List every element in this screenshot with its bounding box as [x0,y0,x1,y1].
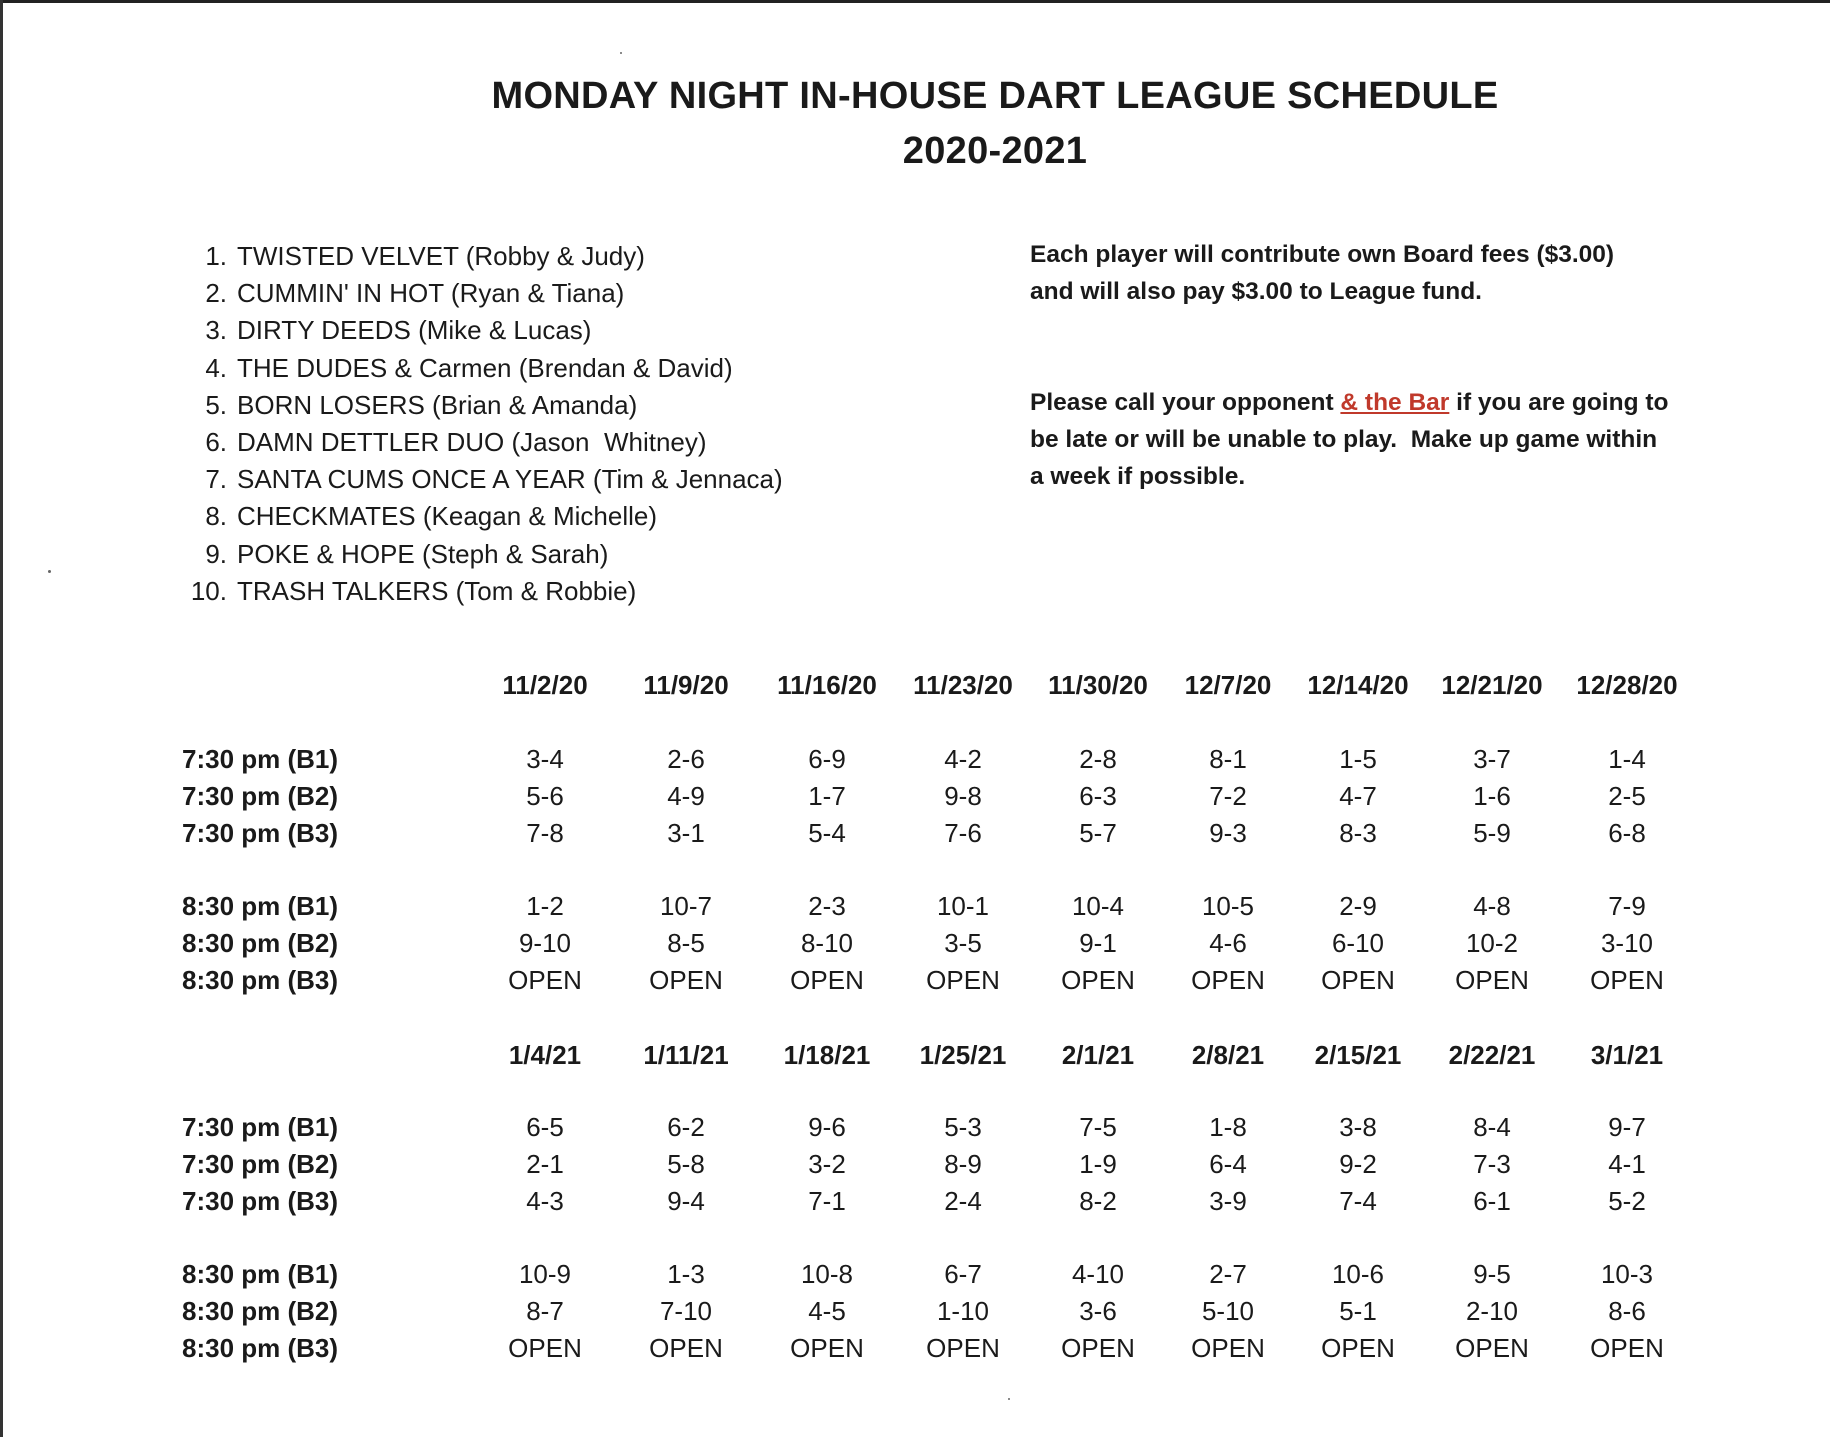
scan-edge-top [0,0,1830,3]
matchup-cell: OPEN [508,965,582,995]
matchup-cell: 9-7 [1608,1112,1646,1142]
week-date-header: 1/4/21 [508,1040,582,1070]
matchup-cell: 7-2 [1209,781,1247,811]
matchup-cell: 6-1 [1473,1186,1511,1216]
matchup-cell: 4-2 [944,744,982,774]
matchup-cell: 6-8 [1608,818,1646,848]
team-item [180,238,783,275]
matchup-cell: 4-7 [1339,781,1377,811]
matchup-cell: 5-4 [808,818,846,848]
matchup-cell: 3-4 [526,744,564,774]
week-date-header: 11/30/20 [1048,670,1148,700]
matchup-cell: 2-3 [808,891,846,921]
team-name: TRASH TALKERS (Tom & Robbie) [237,575,637,606]
scan-speck [620,52,622,54]
matchup-cell: 7-10 [659,1296,713,1326]
matchup-cell: 2-4 [944,1186,982,1216]
matchup-cell: OPEN [1061,965,1135,995]
call-note-line [1030,384,1750,421]
matchup-cell: 9-3 [1209,818,1247,848]
matchup-cell: 2-9 [1339,891,1377,921]
matchup-cell: 4-6 [1209,928,1247,958]
matchup-cell: 1-6 [1473,781,1511,811]
team-name: CHECKMATES (Keagan & Michelle) [237,501,657,532]
matchup-cell: OPEN [926,1333,1000,1363]
matchup-cell: 9-10 [518,928,572,958]
team-number: 3. [205,315,227,346]
matchup-cell: 1-7 [808,781,846,811]
matchup-cell: 7-4 [1339,1186,1377,1216]
matchup-cell: 8-3 [1339,818,1377,848]
matchup-cell: 5-2 [1608,1186,1646,1216]
matchup-cell: OPEN [1321,1333,1395,1363]
matchup-cell: 2-8 [1079,744,1117,774]
page-subtitle-season: 2020-2021 [902,130,1088,172]
matchup-cell: 9-8 [944,781,982,811]
week-date-header: 11/16/20 [777,670,877,700]
matchup-cell: OPEN [1321,965,1395,995]
matchup-cell: 6-4 [1209,1149,1247,1179]
matchup-cell: 1-5 [1339,744,1377,774]
matchup-cell: OPEN [790,1333,864,1363]
call-note-text: if you are going to [1449,389,1669,416]
fees-note-line: and will also pay $3.00 to League fund. [1030,278,1482,305]
week-date-header: 12/7/20 [1184,670,1272,700]
matchup-cell: 7-9 [1608,891,1646,921]
team-item [180,275,783,312]
team-number: 10. [190,575,227,606]
matchup-cell: 2-7 [1209,1259,1247,1289]
matchup-cell: 5-6 [526,781,564,811]
the-bar-link: & the Bar [1340,389,1450,416]
matchup-cell: 1-4 [1608,744,1646,774]
matchup-cell: 7-3 [1473,1149,1511,1179]
matchup-cell: OPEN [508,1333,582,1363]
team-name: DAMN DETTLER DUO (Jason Whitney) [237,426,707,457]
team-number: 6. [205,426,227,457]
time-slot-label: 8:30 pm (B2) [182,1296,339,1326]
matchup-cell: OPEN [1590,1333,1664,1363]
matchup-cell: 5-10 [1201,1296,1255,1326]
matchup-cell: 6-9 [808,744,846,774]
matchup-cell: 2-10 [1465,1296,1519,1326]
matchup-cell: 3-2 [808,1149,846,1179]
matchup-cell: 8-6 [1608,1296,1646,1326]
team-number: 2. [205,278,227,309]
matchup-cell: 1-3 [667,1259,705,1289]
matchup-cell: 5-7 [1079,818,1117,848]
matchup-cell: OPEN [790,965,864,995]
matchup-cell: 9-1 [1079,928,1117,958]
matchup-cell: 7-5 [1079,1112,1117,1142]
team-item [180,312,783,349]
matchup-cell: OPEN [1191,965,1265,995]
call-note-text: Please call your opponent [1030,389,1341,416]
matchup-cell: 5-1 [1339,1296,1377,1326]
matchup-cell: 4-9 [667,781,705,811]
time-slot-label: 8:30 pm (B3) [182,965,339,995]
scan-edge-left [0,0,3,1437]
matchup-cell: 7-8 [526,818,564,848]
week-date-header: 3/1/21 [1590,1040,1664,1070]
time-slot-label: 7:30 pm (B2) [182,1149,339,1179]
matchup-cell: 10-5 [1201,891,1255,921]
scan-speck [48,570,51,573]
matchup-cell: OPEN [1455,965,1529,995]
matchup-cell: 9-5 [1473,1259,1511,1289]
week-date-header: 2/22/21 [1448,1040,1536,1070]
week-date-header: 12/14/20 [1307,670,1409,700]
team-item [180,461,783,498]
matchup-cell: 7-6 [944,818,982,848]
matchup-cell: 8-10 [800,928,854,958]
team-name: DIRTY DEEDS (Mike & Lucas) [237,315,592,346]
matchup-cell: 1-10 [936,1296,990,1326]
matchup-cell: OPEN [649,965,723,995]
team-name: CUMMIN' IN HOT (Ryan & Tiana) [237,278,625,309]
team-number: 7. [205,464,227,495]
matchup-cell: 3-10 [1600,928,1654,958]
matchup-cell: 3-8 [1339,1112,1377,1142]
matchup-cell: OPEN [1455,1333,1529,1363]
week-date-header: 12/21/20 [1441,670,1543,700]
matchup-cell: 3-5 [944,928,982,958]
team-name: BORN LOSERS (Brian & Amanda) [237,389,638,420]
matchup-cell: 4-1 [1608,1149,1646,1179]
week-date-header: 11/2/20 [502,670,588,700]
matchup-cell: OPEN [926,965,1000,995]
week-date-header: 1/18/21 [783,1040,871,1070]
scan-speck [1008,1398,1010,1400]
matchup-cell: 3-9 [1209,1186,1247,1216]
matchup-cell: 9-4 [667,1186,705,1216]
matchup-cell: 2-5 [1608,781,1646,811]
matchup-cell: 5-8 [667,1149,705,1179]
time-slot-label: 7:30 pm (B1) [182,744,339,774]
time-slot-label: 8:30 pm (B3) [182,1333,339,1363]
matchup-cell: 5-9 [1473,818,1511,848]
team-number: 4. [205,352,227,383]
matchup-cell: 1-2 [526,891,564,921]
matchup-cell: 10-2 [1465,928,1519,958]
week-date-header: 1/25/21 [919,1040,1007,1070]
week-date-header: 2/1/21 [1061,1040,1135,1070]
matchup-cell: 4-10 [1071,1259,1125,1289]
matchup-cell: 6-7 [944,1259,982,1289]
matchup-cell: 9-6 [808,1112,846,1142]
page-title: MONDAY NIGHT IN-HOUSE DART LEAGUE SCHEDULE [491,75,1499,117]
matchup-cell: 2-1 [526,1149,564,1179]
team-name: POKE & HOPE (Steph & Sarah) [237,538,609,569]
week-date-header: 2/15/21 [1314,1040,1402,1070]
team-number: 1. [205,241,227,271]
matchup-cell: 10-1 [936,891,990,921]
matchup-cell: OPEN [649,1333,723,1363]
call-note-line: be late or will be unable to play. Make up game within [1030,426,1658,453]
matchup-cell: 6-5 [526,1112,564,1142]
matchup-cell: 8-1 [1209,744,1247,774]
matchup-cell: 9-2 [1339,1149,1377,1179]
week-date-header: 1/11/21 [643,1040,729,1070]
matchup-cell: 3-6 [1079,1296,1117,1326]
team-item [180,387,783,424]
matchup-cell: 1-8 [1209,1112,1247,1142]
team-number: 9. [205,538,227,569]
team-list [180,238,783,610]
team-name: THE DUDES & Carmen (Brendan & David) [237,352,733,383]
team-name: SANTA CUMS ONCE A YEAR (Tim & Jennaca) [237,464,783,495]
fees-note-line: Each player will contribute own Board fees ($3.00) [1030,241,1615,268]
time-slot-label: 8:30 pm (B1) [182,891,339,921]
matchup-cell: 10-3 [1600,1259,1654,1289]
matchup-cell: 7-1 [808,1186,846,1216]
week-date-header: 11/9/20 [643,670,729,700]
matchup-cell: 8-7 [526,1296,564,1326]
time-slot-label: 7:30 pm (B1) [182,1112,339,1142]
matchup-cell: 10-7 [659,891,713,921]
matchup-cell: 5-3 [944,1112,982,1142]
matchup-cell: 2-6 [667,744,705,774]
team-number: 8. [205,501,227,532]
team-item [180,573,783,610]
matchup-cell: 10-8 [800,1259,854,1289]
matchup-cell: 8-2 [1079,1186,1117,1216]
matchup-cell: 4-5 [808,1296,846,1326]
matchup-cell: 4-3 [526,1186,564,1216]
fees-note [1030,236,1750,310]
call-note [1030,384,1750,495]
week-date-header: 12/28/20 [1576,670,1678,700]
team-number: 5. [205,389,227,420]
matchup-cell: 3-1 [667,818,705,848]
team-item [180,498,783,535]
time-slot-label: 8:30 pm (B1) [182,1259,339,1289]
matchup-cell: 10-6 [1331,1259,1385,1289]
matchup-cell: 8-5 [667,928,705,958]
matchup-cell: 1-9 [1079,1149,1117,1179]
matchup-cell: 4-8 [1473,891,1511,921]
matchup-cell: 8-4 [1473,1112,1511,1142]
week-date-header: 2/8/21 [1191,1040,1265,1070]
team-name: TWISTED VELVET (Robby & Judy) [237,241,645,271]
matchup-cell: 3-7 [1473,744,1511,774]
matchup-cell: 10-9 [518,1259,572,1289]
matchup-cell: OPEN [1191,1333,1265,1363]
time-slot-label: 7:30 pm (B3) [182,1186,339,1216]
matchup-cell: OPEN [1061,1333,1135,1363]
matchup-cell: OPEN [1590,965,1664,995]
call-note-line: a week if possible. [1030,463,1246,490]
time-slot-label: 7:30 pm (B2) [182,781,339,811]
team-item [180,424,783,461]
time-slot-label: 7:30 pm (B3) [182,818,339,848]
matchup-cell: 6-3 [1079,781,1117,811]
matchup-cell: 6-2 [667,1112,705,1142]
time-slot-label: 8:30 pm (B2) [182,928,339,958]
team-item [180,350,783,387]
matchup-cell: 6-10 [1331,928,1385,958]
week-date-header: 11/23/20 [913,670,1013,700]
team-item [180,536,783,573]
matchup-cell: 8-9 [944,1149,982,1179]
matchup-cell: 10-4 [1071,891,1125,921]
